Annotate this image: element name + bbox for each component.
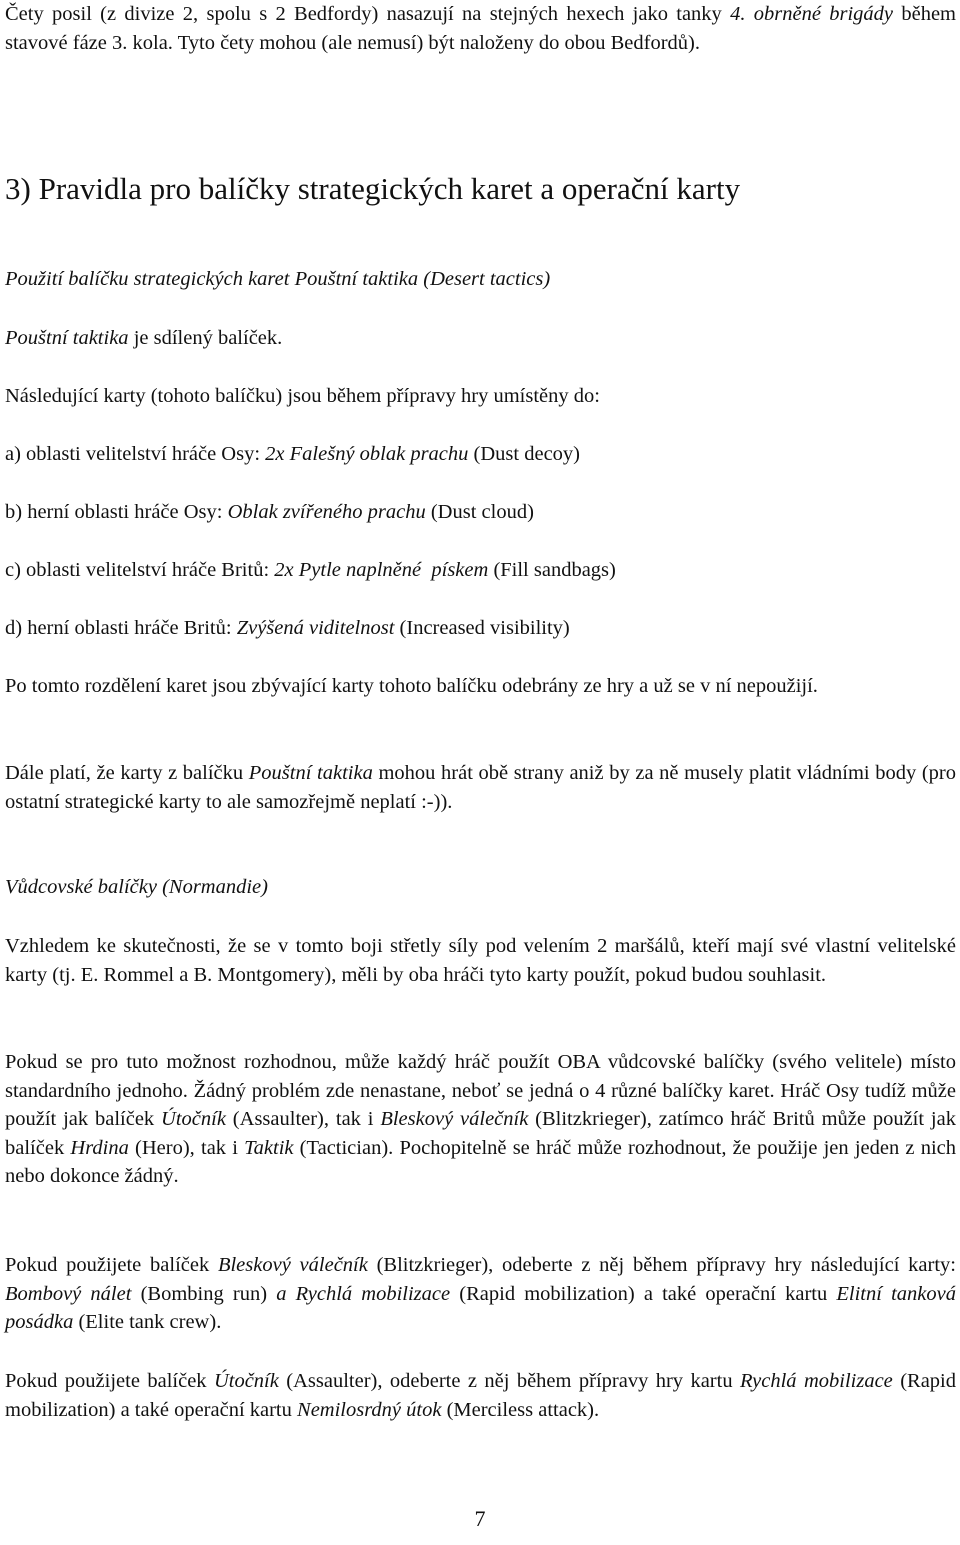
victory-points-paragraph [5,759,956,816]
option-text-3: (Blitzkrieger), zatímco hráč Britů může použít jak balíček [5,1108,956,1159]
blitz-text-1: Pokud použijete balíček [5,1254,218,1276]
intro-paragraph [5,0,956,57]
intro-text: Čety posil (z divize 2, spolu s 2 Bedfordy) nasazují na stejných hexech jako tanky [5,3,731,25]
assault-text-4: (Merciless attack). [441,1398,600,1421]
blitz-text-2: (Blitzkrieger), odeberte z něj během přípravy hry následující karty: [367,1254,956,1276]
reality-paragraph: Vzhledem ke skutečnosti, že se v tomto boji střetly síly pod velením 2 maršálů, kteří mají své vlastní velitelské karty (tj. E. Rommel a B. Montgomery), měli by oba hráči tyto karty použít, pokud budou souhlasit. [5,935,956,986]
item-c-english: (Fill sandbags) [488,559,616,581]
section-heading: 3) Pravidla pro balíčky strategických karet a operační karty [5,171,741,206]
page-number: 7 [474,1506,486,1531]
card-bombing-run: Bombový nálet [5,1282,132,1305]
shared-deck-text: je sdílený balíček. [128,327,283,349]
deck-hero: Hrdina [70,1136,129,1159]
card-elite-tank-crew: Elitní tanková posádka [5,1282,956,1334]
intro-text-end: během stavové fáze 3. kola. Tyto čety mohou (ale nemusí) být naloženy do obou Bedfordů). [5,3,956,54]
deck-name: Pouštní taktika [5,327,129,349]
option-paragraph [5,1048,956,1191]
blitz-text-4: (Rapid mobilization) a také operační kartu [450,1282,837,1305]
list-item-a [5,440,956,469]
list-item-c [5,556,956,585]
item-a-text: a) oblasti velitelství hráče Osy: [5,443,266,465]
item-a-card: 2x Falešný oblak prachu [265,443,469,465]
option-text-5: (Tactician). Pochopitelně se hráč může rozhodnout, že použije jen jeden z nich nebo dokonce žádný. [5,1136,957,1188]
assault-text-2: (Assaulter), odeberte z něj během přípravy hry kartu [278,1370,740,1392]
assault-text-3: (Rapid mobilization) a také operační kartu [5,1370,956,1421]
subheading-desert-text: Použití balíčku strategických karet Pouštní taktika (Desert tactics) [5,268,551,290]
assault-text-1: Pokud použijete balíček [5,1370,214,1392]
item-b-text: b) herní oblasti hráče Osy: [5,501,228,523]
item-c-text: c) oblasti velitelství hráče Britů: [5,559,275,581]
deck-tactician: Taktik [244,1136,294,1159]
shared-deck-paragraph [5,324,956,353]
blitzkrieger-paragraph [5,1251,956,1337]
option-text-1: Pokud se pro tuto možnost rozhodnou, může každý hráč použít OBA vůdcovské balíčky (svého velitele) místo standardního jednoho. Žádný problém zde nenastane, neboť se jedná o 4 různé balíčky karet. Hráč Osy tudíž může použít jak balíček [5,1051,956,1131]
deck-assaulter: Útočník [161,1108,226,1131]
item-b-card: Oblak zvířeného prachu [227,501,426,523]
intro-emphasis: 4. obrněné brigády [730,3,894,25]
setup-paragraph: Následující karty (tohoto balíčku) jsou během přípravy hry umístěny do: [5,385,600,407]
blitz-deck-name: Bleskový válečník [217,1254,368,1276]
item-d-english: (Increased visibility) [394,617,570,639]
item-c-card: 2x Pytle naplněné pískem [274,559,489,581]
blitz-text-5: (Elite tank crew). [73,1311,222,1334]
blitz-text-3: (Bombing run) [131,1282,277,1305]
also-text: Dále platí, že karty z balíčku [5,762,249,784]
option-text-4: (Hero), tak i [128,1136,245,1159]
option-text-2: (Assaulter), tak i [225,1108,381,1131]
item-d-text: d) herní oblasti hráče Britů: [5,617,237,639]
also-text-end: mohou hrát obě strany aniž by za ně musely platit vládními body (pro ostatní strategické karty to ale samozřejmě neplatí :-)). [5,762,957,813]
after-distribution-paragraph: Po tomto rozdělení karet jsou zbývající karty tohoto balíčku odebrány ze hry a už se v ní nepoužijí. [5,675,818,697]
card-rapid-mobilization: a Rychlá mobilizace [276,1282,451,1305]
list-item-b [5,498,956,527]
card-rapid-mobilization-2: Rychlá mobilizace [740,1370,893,1392]
deck-blitzkrieger: Bleskový válečník [380,1108,529,1131]
assaulter-paragraph [5,1367,956,1424]
card-merciless-attack: Nemilosrdný útok [297,1398,442,1421]
item-a-english: (Dust decoy) [468,443,581,465]
item-b-english: (Dust cloud) [425,501,534,523]
subheading-leader-text: Vůdcovské balíčky (Normandie) [5,876,268,898]
subheading-leader-decks [5,873,956,902]
assault-deck-name: Útočník [213,1370,279,1392]
item-d-card: Zvýšená viditelnost [236,617,395,639]
subheading-desert-tactics [5,265,956,294]
also-deck-name: Pouštní taktika [248,762,373,784]
list-item-d [5,614,956,643]
